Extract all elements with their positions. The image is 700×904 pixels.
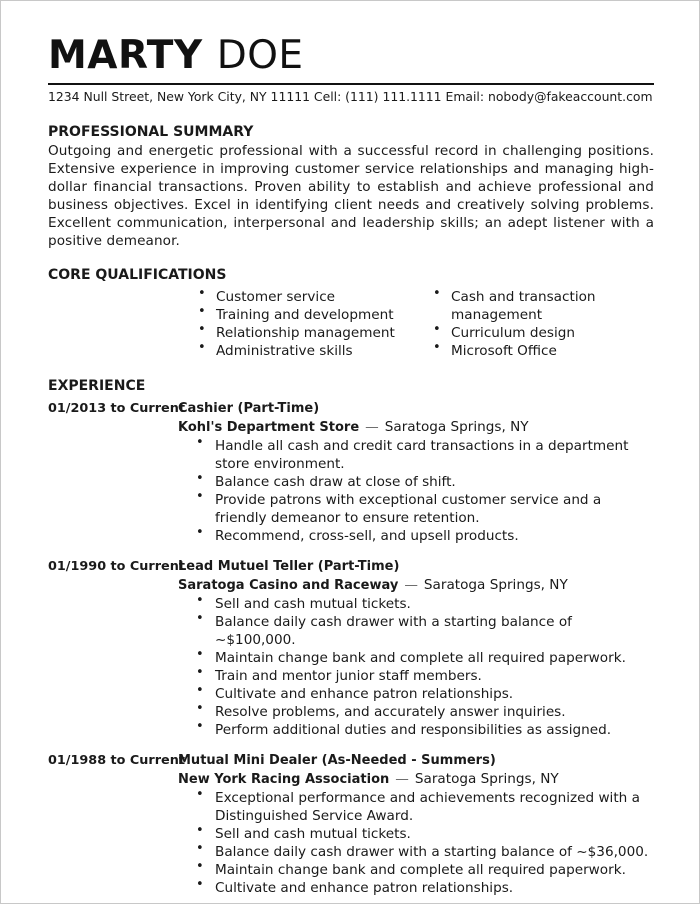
job-bullets: [178, 437, 654, 545]
qualification-item: • Training and development: [198, 306, 418, 324]
job-bullet: • Maintain change bank and complete all required paperwork.: [196, 649, 654, 667]
qualification-item: • Relationship management: [198, 324, 418, 342]
job-location: Saratoga Springs, NY: [384, 419, 529, 435]
job-bullet: • Train and mentor junior staff members.: [196, 667, 654, 685]
qualification-item: • Cash and transaction management: [433, 288, 633, 324]
qualification-item: • Customer service: [198, 288, 418, 306]
job-bullet: • Sell and cash mutual tickets.: [196, 595, 654, 613]
job-role: Lead Mutuel Teller (Part-Time): [178, 559, 400, 574]
job-bullet: • Balance cash draw at close of shift.: [196, 473, 654, 491]
job-bullet: • Maintain change bank and complete all required paperwork.: [196, 861, 654, 879]
job-bullet: • Resolve problems, and accurately answer inquiries.: [196, 703, 654, 721]
job-bullet: • Provide patrons with exceptional customer service and a friendly demeanor to ensure retention.: [196, 491, 654, 527]
job-bullet: • Perform additional duties and responsibilities as assigned.: [196, 721, 654, 739]
job-bullet: • Sell and cash mutual tickets.: [196, 825, 654, 843]
summary-text: Outgoing and energetic professional with a successful record in challenging positions. Extensive experience in improving customer service relationships and managing high-dollar financial transactions. Proven ability to establish and achieve professional and business objectives. Excel in identifying client needs and creatively solving problems. Excellent communication, interpersonal and leadership skills; an adept listener with a positive demeanor.: [48, 143, 654, 249]
job-bullet: • Balance daily cash drawer with a starting balance of ~$36,000.: [196, 843, 654, 861]
job-bullets: [178, 789, 654, 897]
resume-page: [48, 34, 654, 897]
job-bullet: • Handle all cash and credit card transactions in a department store environment.: [196, 437, 654, 473]
qualification-item: • Administrative skills: [198, 342, 418, 360]
job-body: [178, 752, 654, 897]
qualifications-heading: CORE QUALIFICATIONS: [48, 267, 227, 283]
job-location: Saratoga Springs, NY: [423, 577, 568, 593]
candidate-name: [48, 34, 654, 78]
job-bullet: • Balance daily cash drawer with a starting balance of ~$100,000.: [196, 613, 654, 649]
job-bullet: • Exceptional performance and achievements recognized with a Distinguished Service Award.: [196, 789, 654, 825]
job-dates: 01/2013 to Current: [48, 401, 185, 416]
job-company-line: [178, 418, 654, 437]
job-company: Kohl's Department Store: [178, 420, 360, 435]
job-role: Cashier (Part-Time): [178, 401, 320, 416]
qualifications-column-1: [198, 288, 418, 360]
job-body: [178, 558, 654, 739]
job-company: Saratoga Casino and Raceway: [178, 578, 399, 593]
contact-info: 1234 Null Street, New York City, NY 11111 Cell: (111) 111.1111 Email: nobody@fakeaccount.com: [48, 89, 653, 104]
job-company-line: [178, 576, 654, 595]
last-name: DOE: [216, 33, 304, 78]
job-entry: [48, 400, 654, 545]
job-company-line: [178, 770, 654, 789]
job-role: Mutual Mini Dealer (As-Needed - Summers): [178, 753, 496, 768]
experience-heading: EXPERIENCE: [48, 378, 146, 394]
qualifications-column-2: [433, 288, 633, 360]
job-bullet: • Cultivate and enhance patron relationships.: [196, 685, 654, 703]
summary-heading: PROFESSIONAL SUMMARY: [48, 124, 254, 140]
first-name: MARTY: [48, 33, 203, 78]
job-body: [178, 400, 654, 545]
job-location: Saratoga Springs, NY: [414, 771, 559, 787]
separator-dash: —: [395, 771, 409, 787]
separator-dash: —: [365, 419, 379, 435]
job-bullet: • Cultivate and enhance patron relationships.: [196, 879, 654, 897]
job-entry: [48, 558, 654, 739]
job-dates: 01/1990 to Current: [48, 559, 185, 574]
job-bullets: [178, 595, 654, 739]
job-bullet: • Recommend, cross-sell, and upsell products.: [196, 527, 654, 545]
qualification-item: • Curriculum design: [433, 324, 633, 342]
qualification-item: • Microsoft Office: [433, 342, 633, 360]
qualifications-grid: [48, 288, 654, 360]
separator-dash: —: [404, 577, 418, 593]
header-divider: [48, 83, 654, 85]
job-entry: [48, 752, 654, 897]
job-dates: 01/1988 to Current: [48, 753, 185, 768]
job-company: New York Racing Association: [178, 772, 390, 787]
